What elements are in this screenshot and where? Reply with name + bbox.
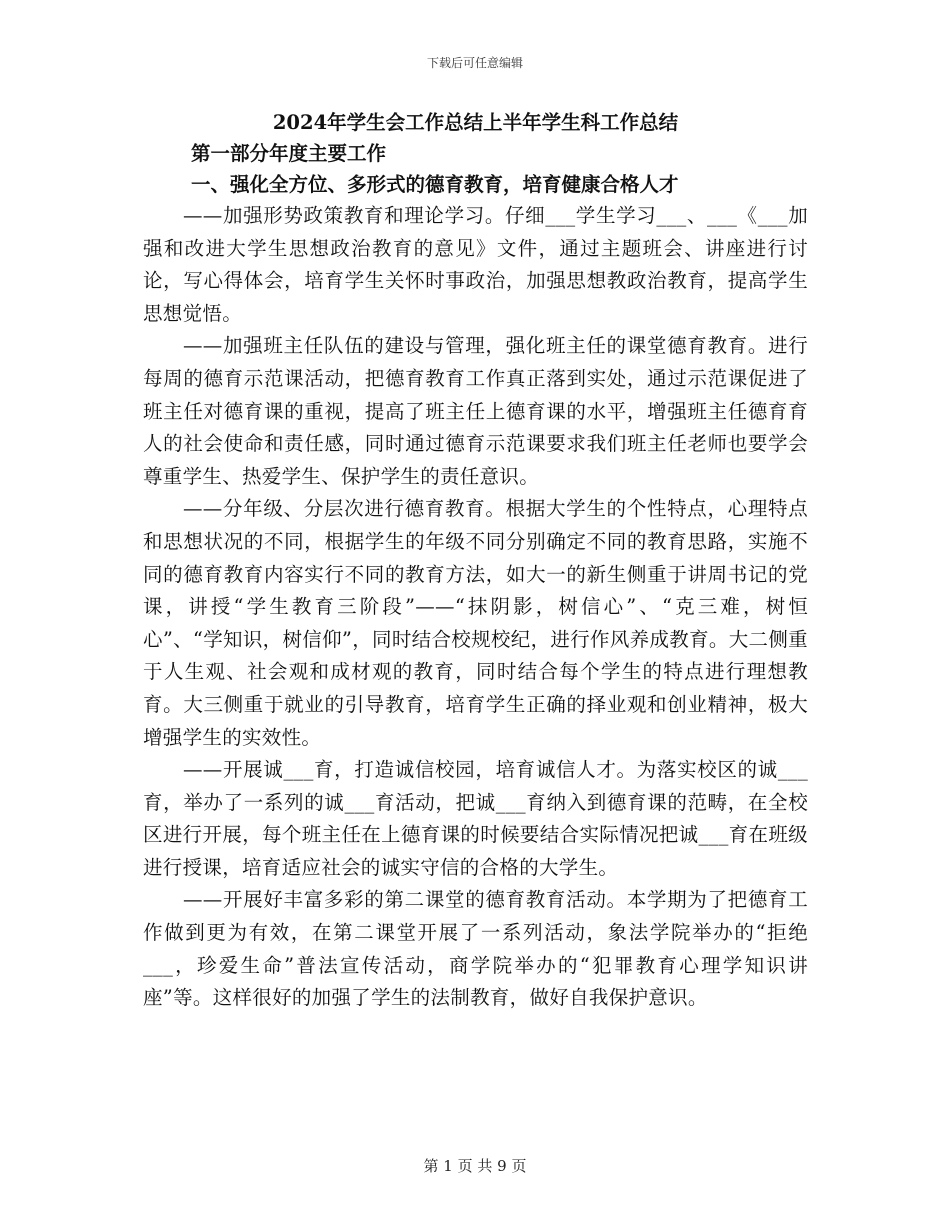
part-heading: 第一部分年度主要工作	[191, 142, 387, 165]
document-title: 2024年学生会工作总结上半年学生科工作总结	[272, 111, 679, 134]
document-body	[143, 108, 808, 1015]
header-note: 下载后可任意编辑	[426, 56, 523, 70]
paragraph-5: ——开展好丰富多彩的第二课堂的德育教育活动。本学期为了把德育工作做到更为有效，在第二课堂开展了一系列活动，象法学院举办的“拒绝___，珍爱生命”普法宣传活动，商学院举办的“犯罪教育心理学知识讲座”等。这样很好的加强了学生的法制教育，做好自我保护意识。	[143, 888, 808, 1010]
section-heading: 一、强化全方位、多形式的德育教育，培育健康合格人才	[191, 173, 679, 196]
paragraph-2: ——加强班主任队伍的建设与管理，强化班主任的课堂德育教育。进行每周的德育示范课活动，把德育教育工作真正落到实处，通过示范课促进了班主任对德育课的重视，提高了班主任上德育课的水平，增强班主任德育育人的社会使命和责任感，同时通过德育示范课要求我们班主任老师也要学会尊重学生、热爱学生、保护学生的责任意识。	[143, 334, 808, 488]
paragraph-1: ——加强形势政策教育和理论学习。仔细___学生学习___、___《___加强和改进大学生思想政治教育的意见》文件，通过主题班会、讲座进行讨论，写心得体会，培育学生关怀时事政治，加强思想教政治教育，提高学生思想觉悟。	[143, 204, 808, 325]
page-indicator: 第 1 页 共 9 页	[423, 1157, 527, 1175]
paragraph-4: ——开展诚___育，打造诚信校园，培育诚信人才。为落实校区的诚___育，举办了一系列的诚___育活动，把诚___育纳入到德育课的范畴，在全校区进行开展，每个班主任在上德育课的时候要结合实际情况把诚___育在班级进行授课，培育适应社会的诚实守信的合格的大学生。	[143, 758, 808, 879]
paragraph-3: ——分年级、分层次进行德育教育。根据大学生的个性特点，心理特点和思想状况的不同，根据学生的年级不同分别确定不同的教育思路，实施不同的德育教育内容实行不同的教育方法，如大一的新生侧重于讲周书记的党课，讲授“学生教育三阶段”——“抹阴影，树信心”、“克三难，树恒心”、“学知识，树信仰”，同时结合校规校纪，进行作风养成教育。大二侧重于人生观、社会观和成材观的教育，同时结合每个学生的特点进行理想教育。大三侧重于就业的引导教育，培育学生正确的择业观和创业精神，极大增强学生的实效性。	[143, 497, 808, 749]
